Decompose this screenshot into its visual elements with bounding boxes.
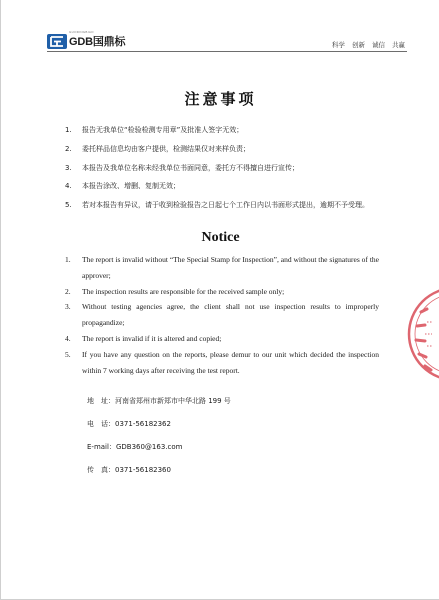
list-item: 2. 委托样品信息均由客户提供，检测结果仅对来样负责； <box>65 144 250 153</box>
email-row <box>87 442 182 452</box>
address-value: 河南省郑州市新郑市中华北路 199 号 <box>115 397 231 405</box>
notice-list-cn <box>61 125 379 219</box>
logo-text: GDB国鼎标 <box>69 36 126 48</box>
company-logo <box>47 33 125 49</box>
list-item: 5. If you have any question on the reports, please demur to our unit which decided the inspection within 7 working days after receiving the test report. <box>65 349 379 375</box>
slogan-word: 诚信 <box>372 41 385 49</box>
notice-title-cn: 注意事项 <box>184 90 257 108</box>
fax-value: 0371-56182360 <box>115 466 171 474</box>
list-item: 5. 若对本报告有异议，请于收到检验报告之日起七个工作日内以书面形式提出，逾期不予受理。 <box>65 201 369 210</box>
header-divider <box>47 51 407 52</box>
list-item: 3. 本报告及我单位名称未经我单位书面同意，委托方不得擅自进行宣传； <box>65 163 299 172</box>
fax-row <box>87 465 171 475</box>
list-item: 1. The report is invalid without “The Special Stamp for Inspection”, and without the signatures of the approver; <box>65 255 379 280</box>
phone-value: 0371-56182362 <box>115 420 171 428</box>
phone-row <box>87 419 171 429</box>
address-label: 地 址： <box>87 397 115 405</box>
list-item: 3. Without testing agencies agree, the client shall not use inspection results to improperly propagandize; <box>65 302 379 328</box>
notice-list-en <box>61 252 379 378</box>
slogan <box>332 40 405 49</box>
list-item: 4. The report is invalid if it is altered and copied; <box>65 333 222 343</box>
list-item: 1. 报告无我单位“检验检测专用章”及批准人签字无效； <box>65 126 244 134</box>
email-label: E-mail： <box>87 443 116 451</box>
slogan-word: 共赢 <box>392 41 405 49</box>
notice-title-en: Notice <box>201 230 240 245</box>
logo-subtext: GUODINGBIAO <box>69 30 94 34</box>
gdb-logo-icon <box>47 34 67 49</box>
slogan-word: 创新 <box>352 41 365 49</box>
fax-label: 传 真： <box>87 466 115 474</box>
email-value: GDB360@163.com <box>115 443 183 451</box>
inspection-seal-stamp <box>403 282 439 386</box>
list-item: 2. The inspection results are responsible for the received sample only; <box>65 286 285 296</box>
address-row <box>87 396 231 406</box>
phone-label: 电 话： <box>87 420 115 428</box>
slogan-word: 科学 <box>332 41 345 49</box>
list-item: 4. 本报告涂改、增删、复制无效； <box>65 182 180 191</box>
